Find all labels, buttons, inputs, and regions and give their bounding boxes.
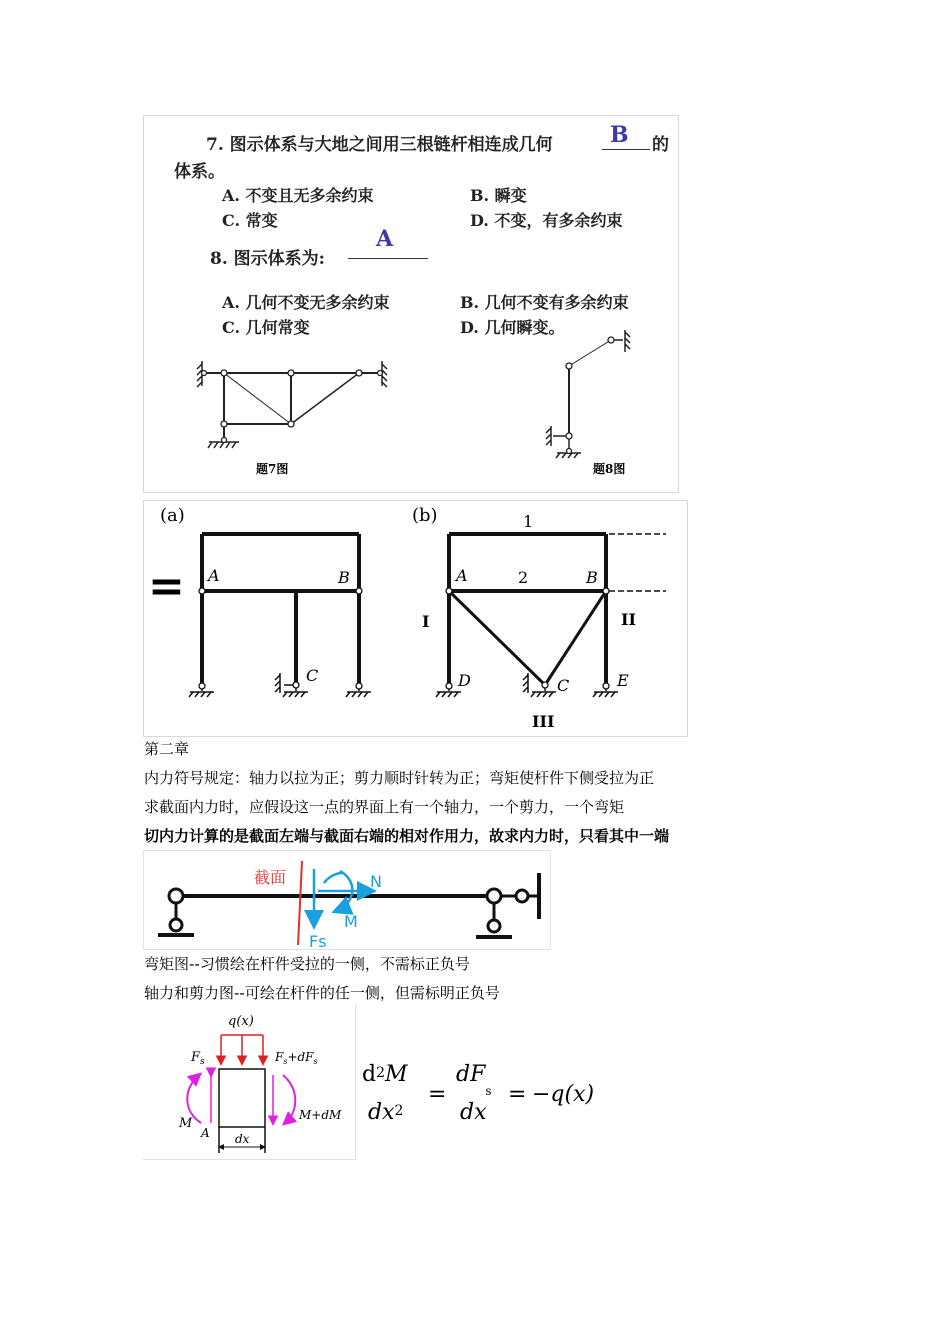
- formula-rhs: −q(x): [532, 1082, 595, 1107]
- frame-b-roman-3: III: [532, 712, 555, 731]
- q7-option-d: D. 不变，有多余约束: [470, 211, 623, 230]
- element-figure-box: [143, 1005, 356, 1160]
- formula-num1: d2M: [362, 1062, 408, 1087]
- note-line-2: 轴力和剪力图--可绘在杆件的任一侧，但需标明正负号: [144, 984, 500, 1002]
- frames-figure-box: [143, 500, 688, 737]
- element-q-label: q(x): [228, 1014, 254, 1029]
- beam-section-label: 截面: [254, 868, 287, 887]
- formula-eq2: =: [508, 1082, 527, 1107]
- element-fs-right-label: $F_s+dF_s$: [275, 1050, 318, 1066]
- differential-formula: [360, 1062, 610, 1132]
- element-m-left-label: M: [179, 1116, 193, 1131]
- frame-a-node-c: C: [306, 666, 319, 685]
- beam-n-label: N: [370, 872, 382, 891]
- text-line-1: 内力符号规定：轴力以拉为正；剪力顺时针转为正；弯矩使杆件下侧受拉为正: [144, 769, 655, 787]
- q7-answer: B: [610, 122, 629, 148]
- q7-blank: [602, 149, 650, 150]
- q8-line1: 8. 图示体系为:: [210, 249, 325, 269]
- q7-line2: 体系。: [174, 162, 225, 182]
- formula-eq1: =: [428, 1082, 447, 1107]
- beam-fs-label: Fs: [309, 932, 327, 949]
- element-diagram: [143, 1005, 355, 1159]
- q8-blank: [348, 258, 428, 259]
- equals-sign: =: [148, 561, 185, 612]
- frame-b-node-e: E: [617, 671, 629, 690]
- frame-b-node-c: C: [557, 676, 570, 695]
- frame-b-roman-1: I: [422, 612, 430, 631]
- figure-7-truss: [194, 356, 394, 456]
- element-fs-left-label: $F_s$: [191, 1050, 205, 1067]
- q7-option-a: A. 不变且无多余约束: [222, 186, 374, 205]
- beam-figure-box: [143, 850, 551, 950]
- text-line-2: 求截面内力时，应假设这一点的界面上有一个轴力，一个剪力，一个弯矩: [144, 798, 625, 816]
- figure-8-caption: 题8图: [593, 462, 626, 476]
- note-line-1: 弯矩图--习惯绘在杆件受拉的一侧，不需标正负号: [144, 955, 470, 973]
- question-box: [143, 115, 679, 493]
- frame-b-node-d: D: [458, 671, 471, 690]
- frame-a-node-b: B: [338, 568, 350, 587]
- q7-line1-end: 的: [652, 135, 669, 155]
- chapter-heading: 第二章: [144, 740, 190, 758]
- q7-option-b: B. 瞬变: [470, 186, 527, 205]
- formula-den2: dx: [460, 1100, 487, 1125]
- beam-m-label: M: [344, 912, 358, 931]
- frame-b-roman-2: II: [621, 610, 636, 629]
- q8-option-b: B. 几何不变有多余约束: [460, 293, 629, 312]
- beam-diagram: [144, 851, 550, 949]
- formula-den1: dx2: [368, 1100, 404, 1125]
- element-a-label: A: [201, 1126, 210, 1140]
- frame-a-label: (a): [160, 505, 185, 526]
- frame-a-node-a: A: [208, 566, 220, 585]
- q8-option-c: C. 几何常变: [222, 318, 310, 337]
- q7-option-c: C. 常变: [222, 211, 278, 230]
- q7-line1: 7. 图示体系与大地之间用三根链杆相连成几何: [206, 135, 553, 155]
- frame-a-diagram: [174, 521, 384, 711]
- frame-b-diagram: [414, 511, 684, 733]
- text-line-3: 切内力计算的是截面左端与截面右端的相对作用力，故求内力时，只看其中一端: [144, 827, 670, 845]
- element-dx-label: dx: [235, 1132, 250, 1146]
- q8-option-d: D. 几何瞬变。: [460, 318, 565, 337]
- figure-8-frame: [539, 316, 639, 461]
- frame-b-node-b: B: [586, 568, 598, 587]
- q8-option-a: A. 几何不变无多余约束: [222, 293, 390, 312]
- frame-b-label: (b): [412, 505, 438, 526]
- figure-7-caption: 题7图: [256, 462, 289, 476]
- frame-b-member-2: 2: [518, 568, 529, 587]
- element-m-right-label: M+dM: [299, 1108, 342, 1122]
- frame-b-node-a: A: [456, 566, 468, 585]
- q8-answer: A: [376, 226, 394, 252]
- formula-num2: $dF_s$: [456, 1062, 492, 1098]
- frame-b-member-1: 1: [523, 512, 534, 531]
